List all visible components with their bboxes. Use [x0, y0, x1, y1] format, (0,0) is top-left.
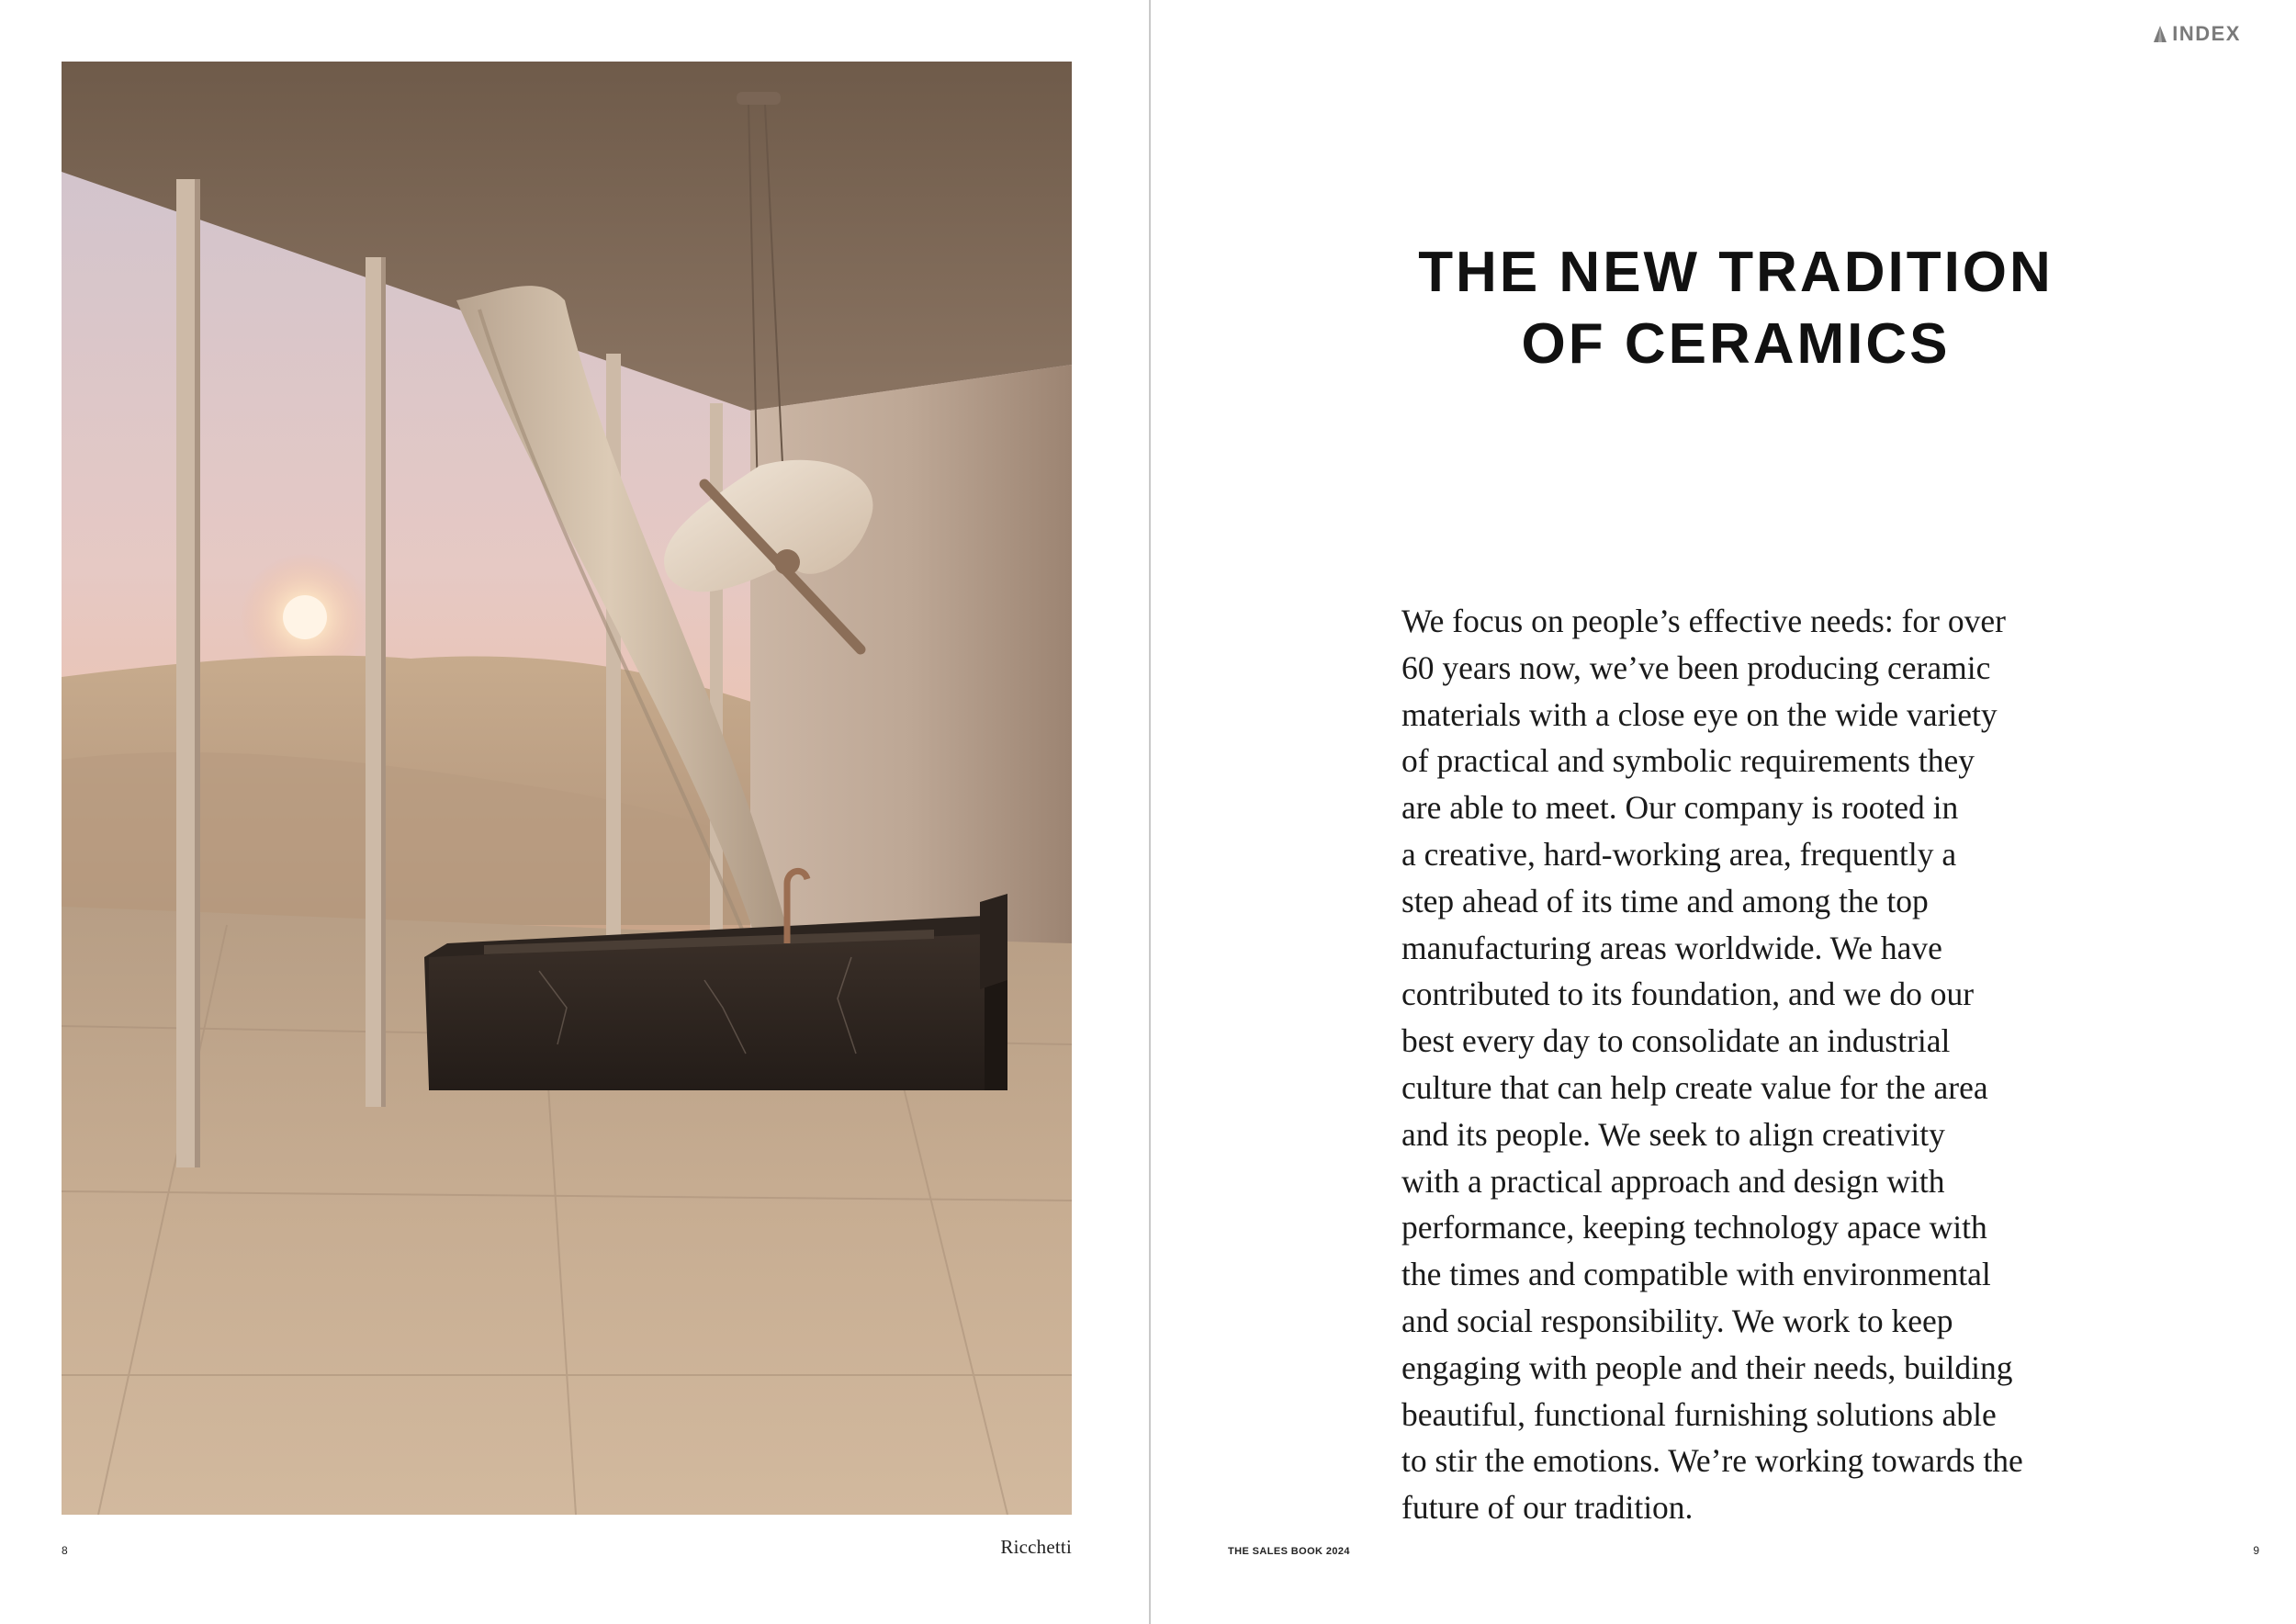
- body-line: a creative, hard-working area, frequently a: [1401, 835, 1957, 873]
- body-line: are able to meet. Our company is rooted in: [1401, 789, 1959, 827]
- body-line: step ahead of its time and among the top: [1401, 882, 1929, 919]
- index-link[interactable]: [2152, 22, 2241, 46]
- left-page-number: 8: [62, 1544, 68, 1557]
- body-line: performance, keeping technology apace with: [1401, 1209, 1987, 1246]
- bathroom-scene-illustration: [62, 62, 1072, 1515]
- body-line: beautiful, functional furnishing solutions able: [1401, 1395, 1997, 1433]
- body-line: with a practical approach and design with: [1401, 1162, 1945, 1200]
- body-line: We focus on people’s effective needs: for over: [1401, 603, 2006, 639]
- body-text: [1401, 598, 2118, 1531]
- body-line: culture that can help create value for the area: [1401, 1068, 1988, 1106]
- spread-divider: [1149, 0, 1151, 1624]
- page-title: [1194, 237, 2278, 380]
- page-title-line: OF CERAMICS: [1521, 312, 1951, 376]
- body-line: and its people. We seek to align creativity: [1401, 1115, 1945, 1153]
- body-line: future of our tradition.: [1401, 1489, 1694, 1527]
- bathroom-photo: [62, 62, 1072, 1515]
- index-label: INDEX: [2172, 22, 2241, 45]
- body-line: to stir the emotions. We’re working towards the: [1401, 1442, 2023, 1480]
- page-title-line: THE NEW TRADITION: [1418, 241, 2054, 304]
- body-line: engaging with people and their needs, building: [1401, 1348, 2013, 1386]
- body-line: and social responsibility. We work to keep: [1401, 1302, 1953, 1339]
- mountain-logo-icon: [2152, 25, 2168, 43]
- body-line: contributed to its foundation, and we do our: [1401, 976, 1975, 1013]
- body-line: the times and compatible with environmental: [1401, 1256, 1991, 1293]
- body-line: materials with a close eye on the wide variety: [1401, 695, 1998, 733]
- body-line: 60 years now, we’ve been producing ceramic: [1401, 648, 1991, 686]
- body-line: manufacturing areas worldwide. We have: [1401, 929, 1942, 966]
- footer-publication: THE SALES BOOK 2024: [1228, 1546, 1350, 1557]
- body-line: of practical and symbolic requirements they: [1401, 742, 1975, 780]
- right-page-number: 9: [2253, 1544, 2259, 1557]
- brand-logo: Ricchetti: [1000, 1536, 1072, 1558]
- body-line: best every day to consolidate an industrial: [1401, 1022, 1951, 1060]
